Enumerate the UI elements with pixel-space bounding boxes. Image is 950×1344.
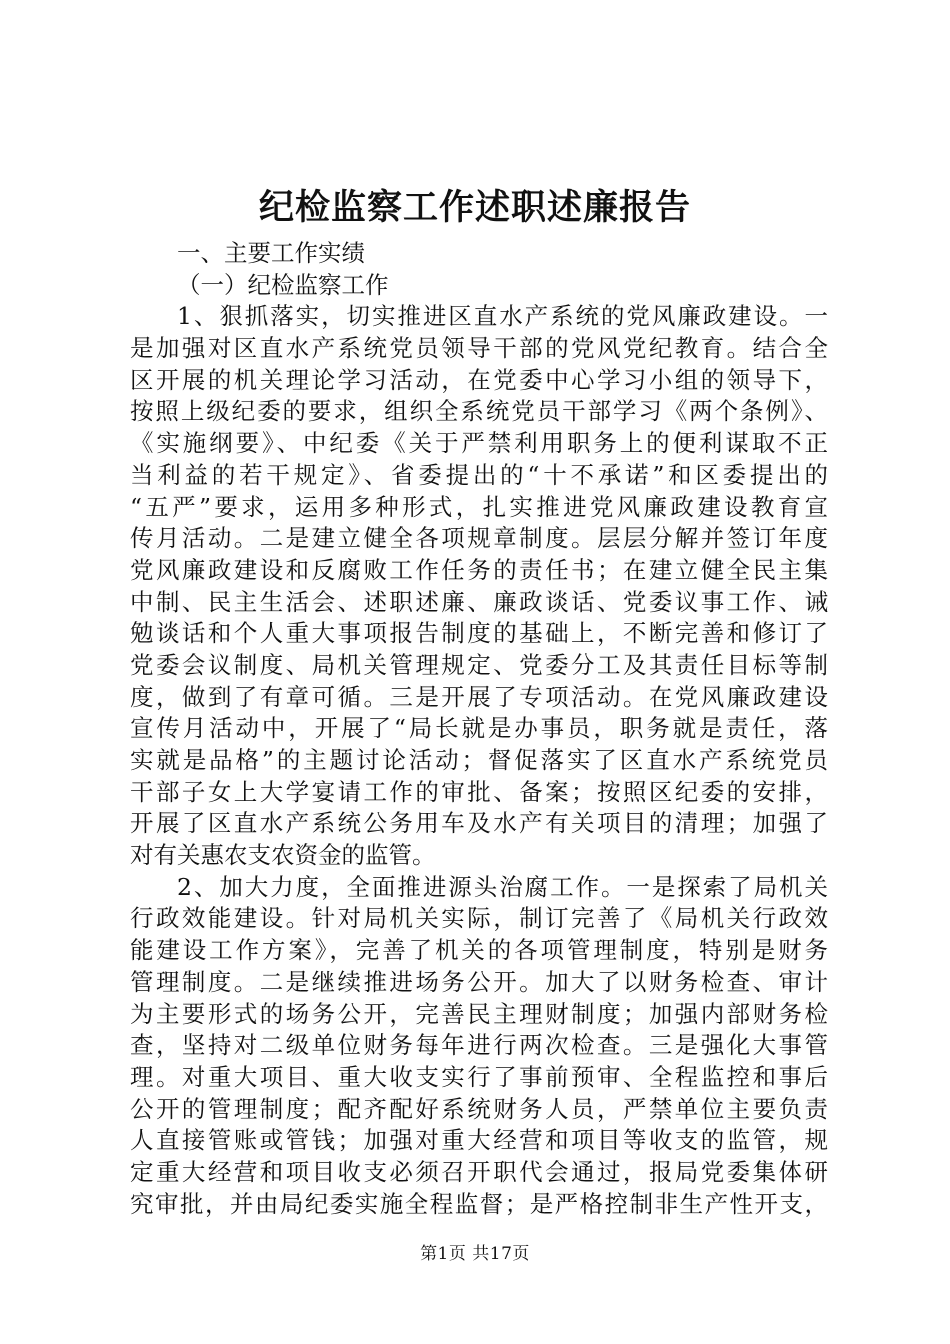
body-text-line: 1、狠抓落实，切实推进区直水产系统的党风廉政建设。一 — [177, 302, 828, 331]
body-text-line: 是加强对区直水产系统党员领导干部的党风党纪教育。结合全 — [130, 334, 828, 363]
body-text-line: 中制、民主生活会、述职述廉、廉政谈话、党委议事工作、诫 — [130, 587, 828, 616]
body-text-line: 2、加大力度，全面推进源头治腐工作。一是探索了局机关 — [177, 872, 828, 901]
body-text-line: 人直接管账或管钱；加强对重大经营和项目等收支的监管，规 — [130, 1126, 828, 1155]
body-text-line: 为主要形式的场务公开，完善民主理财制度；加强内部财务检 — [130, 999, 828, 1028]
body-text-line: 实就是品格”的主题讨论活动；督促落实了区直水产系统党员 — [130, 746, 828, 774]
body-text-line: 按照上级纪委的要求，组织全系统党员干部学习《两个条例》、 — [130, 397, 828, 426]
body-text-line: 理。对重大项目、重大收支实行了事前预审、全程监控和事后 — [130, 1062, 828, 1091]
body-text-line: 对有关惠农支农资金的监管。 — [130, 841, 436, 870]
section-heading: 一、主要工作实绩 — [177, 239, 365, 267]
body-text-line: “五严”要求，运用多种形式，扎实推进党风廉政建设教育宣 — [130, 492, 828, 521]
body-text-line: 查，坚持对二级单位财务每年进行两次检查。三是强化大事管 — [130, 1031, 828, 1060]
body-text-line: 区开展的机关理论学习活动，在党委中心学习小组的领导下， — [130, 365, 828, 394]
page-footer: 第1页 共17页 — [420, 1244, 530, 1264]
body-text-line: 开展了区直水产系统公务用车及水产有关项目的清理；加强了 — [130, 809, 828, 838]
document-title: 纪检监察工作述职述廉报告 — [258, 187, 691, 228]
document-body — [130, 238, 828, 1220]
body-text-line: 传月活动。二是建立健全各项规章制度。层层分解并签订年度 — [130, 524, 828, 553]
body-text-line: 能建设工作方案》，完善了机关的各项管理制度，特别是财务 — [130, 936, 828, 965]
body-text-line: 管理制度。二是继续推进场务公开。加大了以财务检查、审计 — [130, 967, 828, 996]
body-text-line: 干部子女上大学宴请工作的审批、备案；按照区纪委的安排， — [130, 777, 828, 806]
body-text-line: 党风廉政建设和反腐败工作任务的责任书；在建立健全民主集 — [130, 555, 828, 584]
section-heading: （一）纪检监察工作 — [177, 270, 389, 299]
body-text-line: 究审批，并由局纪委实施全程监督；是严格控制非生产性开支， — [130, 1189, 828, 1218]
body-text-line: 《实施纲要》、中纪委《关于严禁利用职务上的便利谋取不正 — [130, 429, 828, 458]
body-text-line: 党委会议制度、局机关管理规定、党委分工及其责任目标等制 — [130, 650, 828, 679]
body-text-line: 当利益的若干规定》、省委提出的“十不承诺”和区委提出的 — [130, 460, 828, 489]
body-text-line: 定重大经营和项目收支必须召开职代会通过，报局党委集体研 — [130, 1157, 828, 1186]
body-text-line: 宣传月活动中，开展了“局长就是办事员，职务就是责任，落 — [130, 714, 828, 743]
body-text-line: 公开的管理制度；配齐配好系统财务人员，严禁单位主要负责 — [130, 1094, 828, 1123]
body-text-line: 行政效能建设。针对局机关实际，制订完善了《局机关行政效 — [130, 904, 828, 933]
body-text-line: 度，做到了有章可循。三是开展了专项活动。在党风廉政建设 — [130, 682, 828, 711]
body-text-line: 勉谈话和个人重大事项报告制度的基础上，不断完善和修订了 — [130, 619, 828, 648]
